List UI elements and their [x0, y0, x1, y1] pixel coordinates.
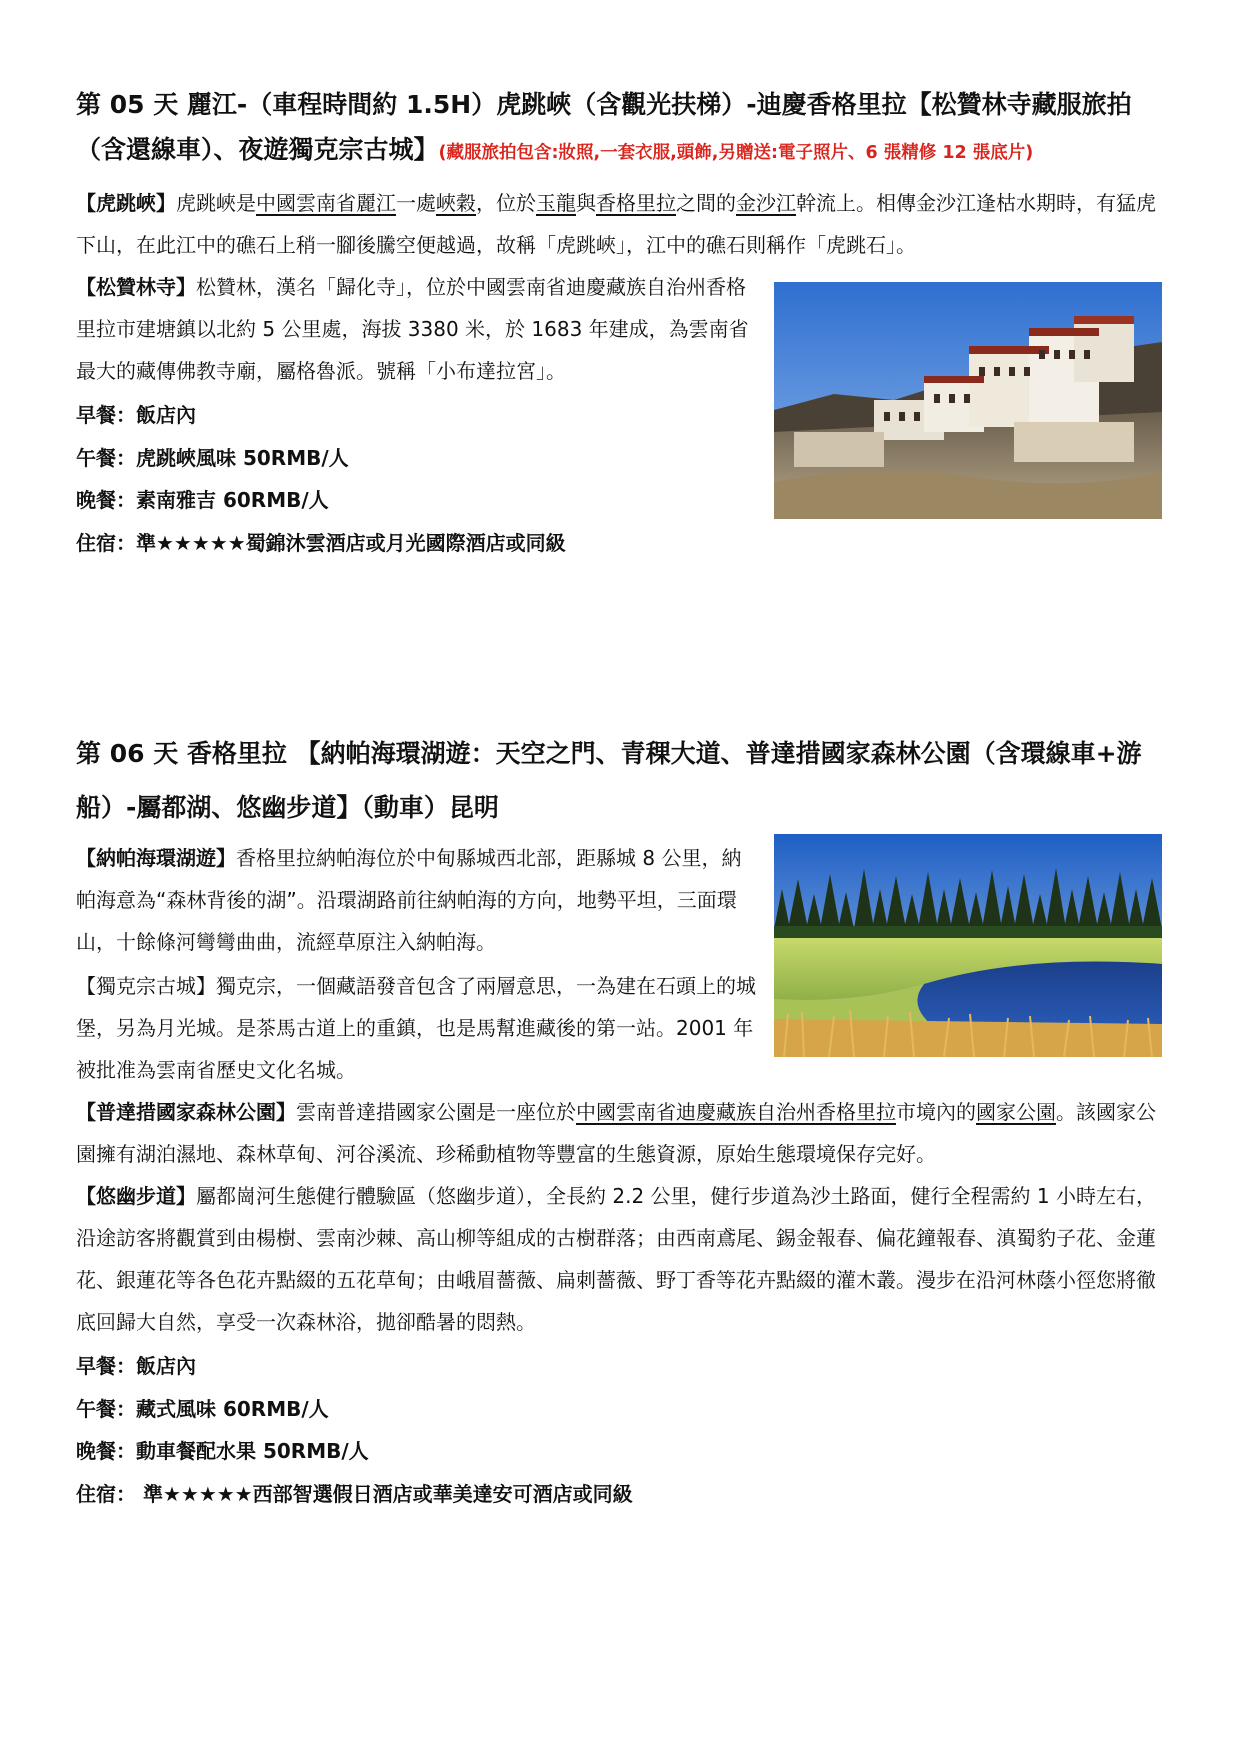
day6-breakfast: 早餐：飯店內	[76, 1354, 196, 1378]
trail-label: 【悠幽步道】	[76, 1184, 196, 1208]
temple-label: 【松贊林寺】	[76, 275, 196, 299]
day5-title-note: (藏服旅拍包含:妝照,一套衣服,頭飾,另贈送:電子照片、6 張精修 12 張底片)	[438, 143, 1034, 163]
day5-breakfast: 早餐：飯店內	[76, 403, 196, 427]
tiger-label: 【虎跳峽】	[76, 191, 176, 215]
day6-hotel: 住宿： 準★★★★★西部智選假日酒店或華美達安可酒店或同級	[76, 1481, 633, 1506]
day5-title: 第 05 天 麗江-（車程時間約 1.5H）虎跳峽（含觀光扶梯）-迪慶香格里拉【松贊林寺藏服旅拍（含還線車）、夜遊獨克宗古城】(藏服旅拍包含:妝照,一套衣服,頭飾,另贈送:電子照片、6 張精修 12 張底片)	[76, 90, 1132, 164]
tiger-leaping-gorge-paragraph: 【虎跳峽】虎跳峽是中國雲南省麗江一處峽穀，位於玉龍與香格里拉之間的金沙江幹流上。相傳金沙江逢枯水期時，有猛虎下山，在此江中的礁石上稍一腳後騰空便越過，故稱「虎跳峽」，江中的礁石則稱作「虎跳石」。	[76, 191, 1156, 257]
day5-hotel: 住宿：準★★★★★蜀錦沐雲酒店或月光國際酒店或同級	[76, 530, 566, 555]
songzanlin-monastery-photo	[774, 282, 1162, 519]
link-diqing-shangrila[interactable]: 中國雲南省迪慶藏族自治州香格里拉	[576, 1100, 896, 1124]
napahai-lake-photo	[774, 834, 1162, 1057]
dukezong-paragraph: 【獨克宗古城】獨克宗，一個藏語發音包含了兩層意思，一為建在石頭上的城堡，另為月光城。是茶馬古道上的重鎮，也是馬幫進藏後的第一站。2001 年被批准為雲南省歷史文化名城。	[76, 974, 756, 1082]
link-shangrila[interactable]: 香格里拉	[596, 191, 676, 215]
day6-title: 第 06 天 香格里拉 【納帕海環湖遊：天空之門、青稞大道、普達措國家森林公園（含環線車+游船）-屬都湖、悠幽步道】（動車）昆明	[76, 739, 1142, 822]
day6-lunch: 午餐：藏式風味 60RMB/人	[76, 1396, 329, 1421]
napa-label: 【納帕海環湖遊】	[76, 846, 236, 870]
dukezong-label: 【獨克宗古城】	[76, 974, 216, 998]
youyou-trail-paragraph: 【悠幽步道】屬都崗河生態健行體驗區（悠幽步道），全長約 2.2 公里，健行步道為沙土路面，健行全程需約 1 小時左右，沿途訪客將觀賞到由楊樹、雲南沙棘、高山柳等組成的古樹群落；由西南鳶尾、錫金報春、偏花鐘報春、滇蜀豹子花、金蓮花、銀蓮花等各色花卉點綴的五花草甸；由峨眉薔薇、扁刺薔薇、野丁香等花卉點綴的灌木叢。漫步在沿河林蔭小徑您將徹底回歸大自然，享受一次森林浴，拋卻酷暑的悶熱。	[76, 1184, 1156, 1334]
napahai-paragraph: 【納帕海環湖遊】香格里拉納帕海位於中甸縣城西北部，距縣城 8 公里，納帕海意為“森林背後的湖”。沿環湖路前往納帕海的方向，地勢平坦，三面環山，十餘條河彎彎曲曲，流經草原注入納帕海。	[76, 846, 742, 954]
link-national-park[interactable]: 國家公園	[976, 1100, 1056, 1124]
link-jinsha-river[interactable]: 金沙江	[736, 191, 796, 215]
link-lijiang[interactable]: 中國雲南省麗江	[256, 191, 396, 215]
day6-dinner: 晚餐：動車餐配水果 50RMB/人	[76, 1439, 369, 1463]
day5-dinner: 晚餐：素南雅吉 60RMB/人	[76, 488, 329, 512]
day5-lunch: 午餐：虎跳峽風味 50RMB/人	[76, 445, 349, 470]
pudacuo-label: 【普達措國家森林公園】	[76, 1100, 296, 1124]
link-canyon[interactable]: 峽穀	[436, 191, 476, 215]
songzanlin-paragraph: 【松贊林寺】松贊林，漢名「歸化寺」，位於中國雲南省迪慶藏族自治州香格里拉市建塘鎮以北約 5 公里處，海拔 3380 米，於 1683 年建成，為雲南省最大的藏傳佛教寺廟，屬格魯派。號稱「小布達拉宮」。	[76, 275, 749, 383]
link-yulong[interactable]: 玉龍	[536, 191, 576, 215]
pudacuo-paragraph: 【普達措國家森林公園】雲南普達措國家公園是一座位於中國雲南省迪慶藏族自治州香格里拉市境內的國家公園。該國家公園擁有湖泊濕地、森林草甸、河谷溪流、珍稀動植物等豐富的生態資源，原始生態環境保存完好。	[76, 1100, 1156, 1166]
